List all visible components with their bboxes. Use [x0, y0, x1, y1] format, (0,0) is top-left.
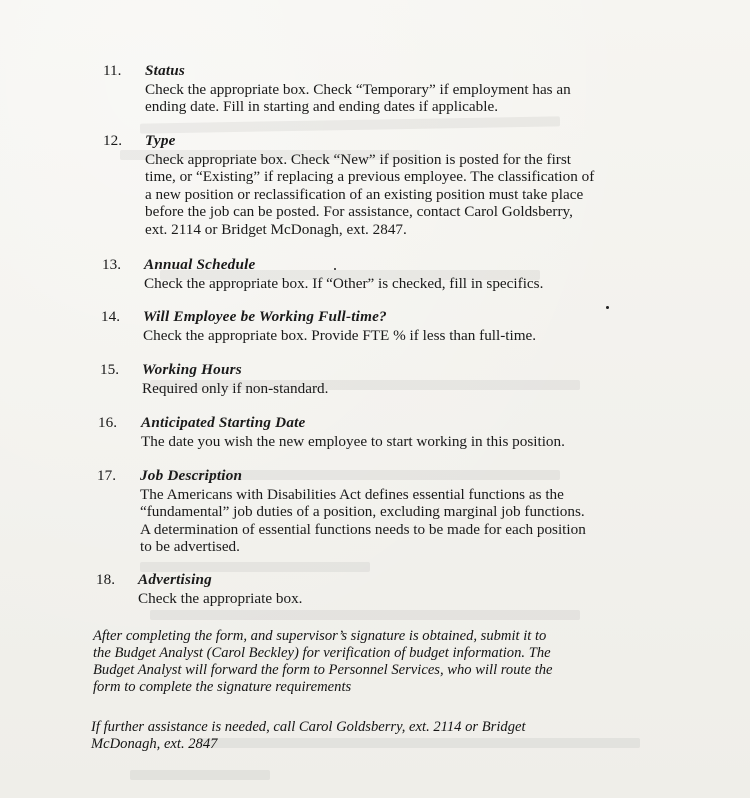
- item-number: 13.: [102, 256, 121, 273]
- item-line: Check the appropriate box. If “Other” is checked, fill in specifics.: [144, 274, 544, 292]
- item-line: Check the appropriate box. Provide FTE % if less than full-time.: [143, 326, 537, 344]
- item-line: to be advertised.: [140, 538, 240, 555]
- item-number: 11.: [103, 62, 122, 79]
- footer-instructions: [93, 628, 553, 696]
- footer-line: form to complete the signature requirements: [93, 679, 352, 695]
- item-body: [144, 256, 632, 292]
- item-title: Will Employee be Working Full-time?: [143, 308, 387, 325]
- item-number: 16.: [98, 414, 117, 431]
- bleed-through-mark: [130, 770, 270, 780]
- item-line: time, or “Existing” if replacing a previous employee. The classification of: [145, 168, 595, 185]
- item-line: The Americans with Disabilities Act defines essential functions as the: [140, 485, 564, 503]
- item-line: a new position or reclassification of an existing position must take place: [145, 185, 584, 203]
- item-line: A determination of essential functions needs to be made for each position: [140, 520, 586, 538]
- item-line: ending date. Fill in starting and ending dates if applicable.: [145, 98, 499, 115]
- item-title: Status: [145, 62, 186, 79]
- item-line: The date you wish the new employee to start working in this position.: [141, 432, 565, 450]
- footer-line: McDonagh, ext. 2847: [91, 736, 218, 752]
- item-body: [140, 467, 632, 556]
- item-body: [142, 361, 632, 397]
- item-title: Type: [145, 132, 176, 149]
- footer-line: If further assistance is needed, call Carol Goldsberry, ext. 2114 or Bridget: [91, 719, 526, 735]
- bleed-through-mark: [150, 610, 580, 620]
- item-title: Working Hours: [142, 361, 242, 378]
- item-line: Required only if non-standard.: [142, 379, 329, 397]
- item-line: “fundamental” job duties of a position, excluding marginal job functions.: [140, 503, 585, 520]
- item-number: 18.: [96, 571, 115, 588]
- item-line: before the job can be posted. For assistance, contact Carol Goldsberry,: [145, 203, 573, 220]
- item-title: Anticipated Starting Date: [141, 414, 306, 431]
- footer-line: the Budget Analyst (Carol Beckley) for verification of budget information. The: [93, 645, 551, 661]
- item-title: Job Description: [140, 467, 243, 484]
- footer-line: Budget Analyst will forward the form to Personnel Services, who will route the: [93, 662, 553, 678]
- item-title: Advertising: [138, 571, 212, 588]
- item-number: 17.: [97, 467, 116, 484]
- item-body: [141, 414, 632, 450]
- item-number: 14.: [101, 308, 120, 325]
- item-body: [143, 308, 632, 344]
- item-body: [145, 62, 632, 116]
- item-body: [138, 571, 632, 607]
- item-number: 15.: [100, 361, 119, 378]
- item-line: Check the appropriate box.: [138, 589, 303, 607]
- item-title: Annual Schedule: [144, 256, 256, 273]
- item-line: Check the appropriate box. Check “Temporary” if employment has an: [145, 80, 571, 98]
- item-number: 12.: [103, 132, 122, 149]
- item-line: ext. 2114 or Bridget McDonagh, ext. 2847.: [145, 220, 407, 238]
- footer-contact: [91, 719, 526, 753]
- footer-line: After completing the form, and supervisor’s signature is obtained, submit it to: [93, 628, 547, 644]
- item-line: Check appropriate box. Check “New” if position is posted for the first: [145, 150, 571, 168]
- item-body: [145, 132, 632, 238]
